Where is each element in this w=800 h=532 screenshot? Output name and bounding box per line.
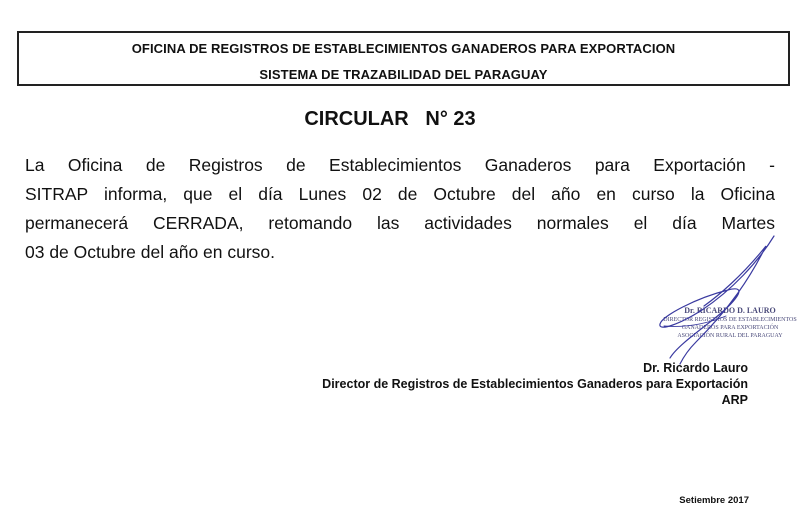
body-line-4: 03 de Octubre del año en curso.	[25, 242, 276, 262]
body-line-3: permanecerá CERRADA, retomando las actividades normales el día Martes	[25, 213, 775, 233]
stamp-line-3: GANADEROS PARA EXPORTACIÓN	[681, 325, 779, 331]
issue-date: Setiembre 2017	[679, 495, 749, 506]
signatory-organization: ARP	[721, 393, 748, 407]
body-line-1: La Oficina de Registros de Establecimientos Ganaderos para Exportación -	[25, 155, 775, 175]
body-line-2: SITRAP informa, que el día Lunes 02 de Octubre del año en curso la Oficina	[25, 184, 775, 204]
stamp-line-2: DIRECTOR REGISTROS DE ESTABLECIMIENTOS	[663, 317, 797, 323]
signature-block	[322, 360, 748, 408]
system-name: SISTEMA DE TRAZABILIDAD DEL PARAGUAY	[259, 67, 548, 82]
signatory-position: Director de Registros de Establecimientos Ganaderos para Exportación	[322, 377, 748, 391]
stamp-line-4: ASOCIACIÓN RURAL DEL PARAGUAY	[677, 333, 783, 339]
header-box	[17, 31, 790, 86]
stamp-name: Dr. RICARDO D. LAURO	[684, 306, 776, 315]
office-name: OFICINA DE REGISTROS DE ESTABLECIMIENTOS GANADEROS PARA EXPORTACION	[131, 41, 676, 56]
handwritten-signature	[640, 232, 790, 372]
circular-title: CIRCULAR N° 23	[304, 108, 476, 130]
signatory-name: Dr. Ricardo Lauro	[643, 361, 748, 375]
